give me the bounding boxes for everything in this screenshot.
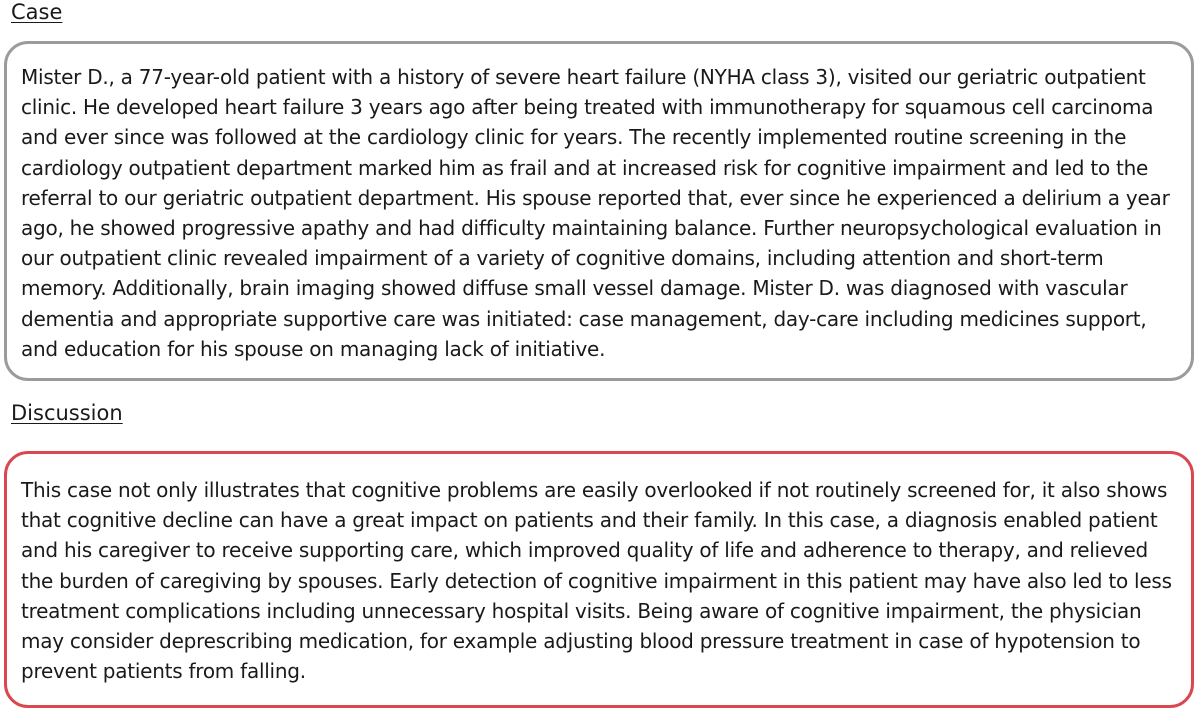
discussion-box	[4, 451, 1194, 708]
discussion-heading: Discussion	[11, 401, 123, 425]
case-text: Mister D., a 77-year-old patient with a history of severe heart failure (NYHA class 3), visited our geriatric outpatient clinic. He developed heart failure 3 years ago after being treated with immunotherapy for squamous cell carcinoma and ever since was followed at the cardiology clinic for years. The recently implemented routine screening in the cardiology outpatient department marked him as frail and at increased risk for cognitive impairment and led to the referral to our geriatric outpatient department. His spouse reported that, ever since he experienced a delirium a year ago, he showed progressive apathy and had difficulty maintaining balance. Further neuropsychological evaluation in our outpatient clinic revealed impairment of a variety of cognitive domains, including attention and short-term memory. Additionally, brain imaging showed diffuse small vessel damage. Mister D. was diagnosed with vascular dementia and appropriate supportive care was initiated: case management, day-care including medicines support, and education for his spouse on managing lack of initiative.	[21, 65, 1170, 361]
case-box	[4, 41, 1194, 381]
discussion-text: This case not only illustrates that cognitive problems are easily overlooked if not routinely screened for, it also shows that cognitive decline can have a great impact on patients and their family. In this case, a diagnosis enabled patient and his caregiver to receive supporting care, which improved quality of life and adherence to therapy, and relieved the burden of caregiving by spouses. Early detection of cognitive impairment in this patient may have also led to less treatment complications including unnecessary hospital visits. Being aware of cognitive impairment, the physician may consider deprescribing medication, for example adjusting blood pressure treatment in case of hypotension to prevent patients from falling.	[21, 478, 1172, 684]
case-heading: Case	[11, 0, 63, 24]
